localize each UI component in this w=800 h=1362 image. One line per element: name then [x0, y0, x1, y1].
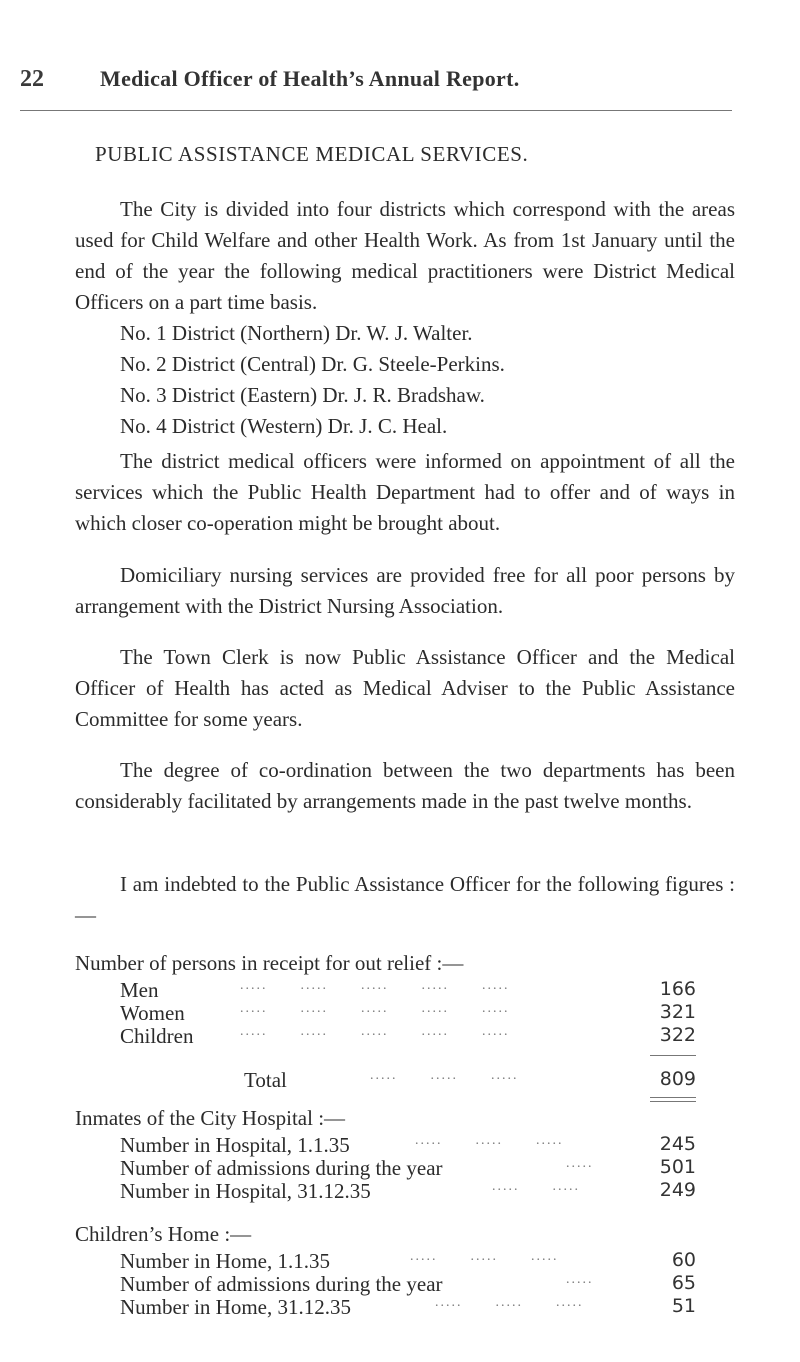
row-value: 321 — [659, 1001, 696, 1023]
row-label: Number of admissions during the year — [120, 1156, 443, 1180]
subtotal-rule — [650, 1055, 696, 1056]
leader-dots: ..... ..... ..... ..... ..... — [240, 1024, 510, 1039]
paragraph-indebted: I am indebted to the Public Assistance Officer for the following figures :— — [75, 872, 735, 927]
leader-dots: ..... — [566, 1272, 594, 1287]
row-value: 166 — [659, 978, 696, 1000]
paragraph-town-clerk: The Town Clerk is now Public Assistance Officer and the Medical Officer of Health has acted as Medical Adviser to the Public Assistance Committee for some years. — [75, 645, 735, 731]
row-value: 65 — [671, 1272, 696, 1294]
leader-dots: ..... ..... ..... ..... ..... — [240, 978, 510, 993]
row-label: Women — [120, 1001, 185, 1025]
total-label: Total — [244, 1068, 287, 1092]
out-relief-heading: Number of persons in receipt for out relief :— — [75, 951, 464, 975]
row-label: Number in Hospital, 31.12.35 — [120, 1179, 371, 1203]
page-header — [20, 66, 740, 106]
total-double-rule — [650, 1097, 696, 1102]
district-item: No. 4 District (Western) Dr. J. C. Heal. — [120, 414, 448, 438]
leader-dots: ..... — [566, 1156, 594, 1171]
leader-dots: ..... ..... — [492, 1179, 580, 1194]
leader-dots: ..... ..... ..... — [415, 1133, 564, 1148]
leader-dots: ..... ..... ..... — [410, 1249, 559, 1264]
row-value: 249 — [659, 1179, 696, 1201]
childrens-home-heading: Children’s Home :— — [75, 1222, 252, 1246]
paragraph-coordination: The degree of co-ordination between the two departments has been considerably facilitated by arrangements made in the past twelve months. — [75, 758, 735, 813]
row-label: Number in Home, 31.12.35 — [120, 1295, 351, 1319]
total-value: 809 — [659, 1068, 696, 1090]
district-list — [120, 318, 505, 442]
district-item: No. 2 District (Central) Dr. G. Steele-Perkins. — [120, 352, 505, 376]
paragraph-nursing: Domiciliary nursing services are provided free for all poor persons by arrangement with the District Nursing Association. — [75, 563, 735, 618]
running-title: Medical Officer of Health’s Annual Report. — [100, 66, 520, 91]
section-title: PUBLIC ASSISTANCE MEDICAL SERVICES. — [95, 142, 529, 166]
paragraph-informed: The district medical officers were informed on appointment of all the services which the Public Health Department had to offer and of ways in which closer co-operation might be brought about. — [75, 449, 735, 535]
hospital-heading: Inmates of the City Hospital :— — [75, 1106, 346, 1130]
row-label: Number in Hospital, 1.1.35 — [120, 1133, 350, 1157]
row-label: Men — [120, 978, 159, 1002]
leader-dots: ..... ..... ..... ..... ..... — [240, 1001, 510, 1016]
row-label: Number in Home, 1.1.35 — [120, 1249, 330, 1273]
leader-dots: ..... ..... ..... — [435, 1295, 584, 1310]
header-rule — [20, 110, 732, 111]
leader-dots: ..... ..... ..... — [370, 1068, 519, 1083]
row-value: 501 — [659, 1156, 696, 1178]
row-label: Number of admissions during the year — [120, 1272, 443, 1296]
row-label: Children — [120, 1024, 194, 1048]
row-value: 245 — [659, 1133, 696, 1155]
row-value: 322 — [659, 1024, 696, 1046]
paragraph-intro: The City is divided into four districts which correspond with the areas used for Child Welfare and other Health Work. As from 1st January until the end of the year the following medical practitioners were District Medical Officers on a part time basis. — [75, 197, 735, 314]
page-number: 22 — [20, 66, 44, 92]
row-value: 51 — [671, 1295, 696, 1317]
row-value: 60 — [671, 1249, 696, 1271]
district-item: No. 3 District (Eastern) Dr. J. R. Bradshaw. — [120, 383, 485, 407]
district-item: No. 1 District (Northern) Dr. W. J. Walter. — [120, 321, 473, 345]
